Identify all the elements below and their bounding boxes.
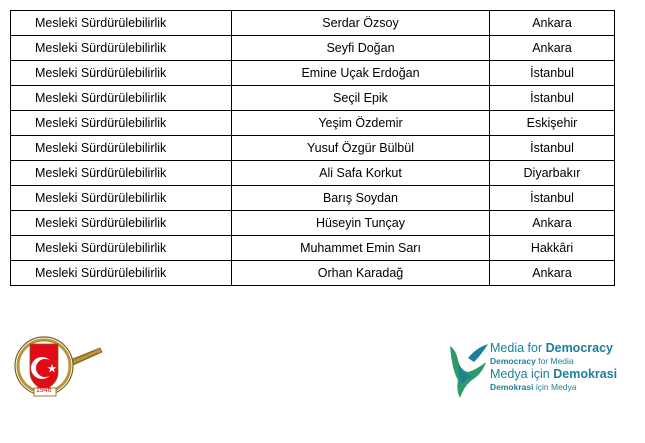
city-cell: Hakkâri	[490, 236, 615, 261]
program-cell: Mesleki Sürdürülebilirlik	[11, 261, 232, 286]
table-row	[11, 161, 615, 186]
name-cell: Barış Soydan	[232, 186, 490, 211]
program-cell: Mesleki Sürdürülebilirlik	[11, 86, 232, 111]
name-cell: Yusuf Özgür Bülbül	[232, 136, 490, 161]
table-row	[11, 86, 615, 111]
program-cell: Mesleki Sürdürülebilirlik	[11, 161, 232, 186]
table-row	[11, 36, 615, 61]
dove-icon	[446, 340, 490, 400]
name-cell: Ali Safa Korkut	[232, 161, 490, 186]
name-cell: Serdar Özsoy	[232, 11, 490, 36]
table-row	[11, 61, 615, 86]
media-for-democracy-logo	[446, 340, 621, 400]
mfd-title-en: Media for Democracy	[490, 341, 613, 355]
name-cell: Orhan Karadağ	[232, 261, 490, 286]
table-row	[11, 261, 615, 286]
mfd-subtitle-en: Democracy for Media	[490, 355, 574, 366]
name-cell: Emine Uçak Erdoğan	[232, 61, 490, 86]
city-cell: İstanbul	[490, 86, 615, 111]
association-emblem-icon	[12, 328, 104, 400]
city-cell: İstanbul	[490, 136, 615, 161]
name-cell: Muhammet Emin Sarı	[232, 236, 490, 261]
city-cell: Ankara	[490, 36, 615, 61]
participants-table-container	[10, 10, 615, 286]
name-cell: Hüseyin Tunçay	[232, 211, 490, 236]
mfd-subtitle-tr: Demokrasi için Medya	[490, 381, 577, 392]
program-cell: Mesleki Sürdürülebilirlik	[11, 11, 232, 36]
table-row	[11, 186, 615, 211]
name-cell: Seyfi Doğan	[232, 36, 490, 61]
city-cell: Ankara	[490, 211, 615, 236]
city-cell: Eskişehir	[490, 111, 615, 136]
program-cell: Mesleki Sürdürülebilirlik	[11, 186, 232, 211]
program-cell: Mesleki Sürdürülebilirlik	[11, 211, 232, 236]
city-cell: İstanbul	[490, 61, 615, 86]
association-founding-year: 1946	[36, 387, 52, 394]
name-cell: Seçil Epik	[232, 86, 490, 111]
journalists-association-logo	[12, 328, 104, 400]
city-cell: İstanbul	[490, 186, 615, 211]
city-cell: Diyarbakır	[490, 161, 615, 186]
mfd-title-tr: Medya için Demokrasi	[490, 367, 618, 381]
program-cell: Mesleki Sürdürülebilirlik	[11, 111, 232, 136]
program-cell: Mesleki Sürdürülebilirlik	[11, 136, 232, 161]
table-row	[11, 211, 615, 236]
table-row	[11, 111, 615, 136]
table-row	[11, 11, 615, 36]
program-cell: Mesleki Sürdürülebilirlik	[11, 236, 232, 261]
table-row	[11, 136, 615, 161]
name-cell: Yeşim Özdemir	[232, 111, 490, 136]
participants-table	[10, 10, 615, 286]
program-cell: Mesleki Sürdürülebilirlik	[11, 61, 232, 86]
city-cell: Ankara	[490, 11, 615, 36]
program-cell: Mesleki Sürdürülebilirlik	[11, 36, 232, 61]
table-row	[11, 236, 615, 261]
city-cell: Ankara	[490, 261, 615, 286]
